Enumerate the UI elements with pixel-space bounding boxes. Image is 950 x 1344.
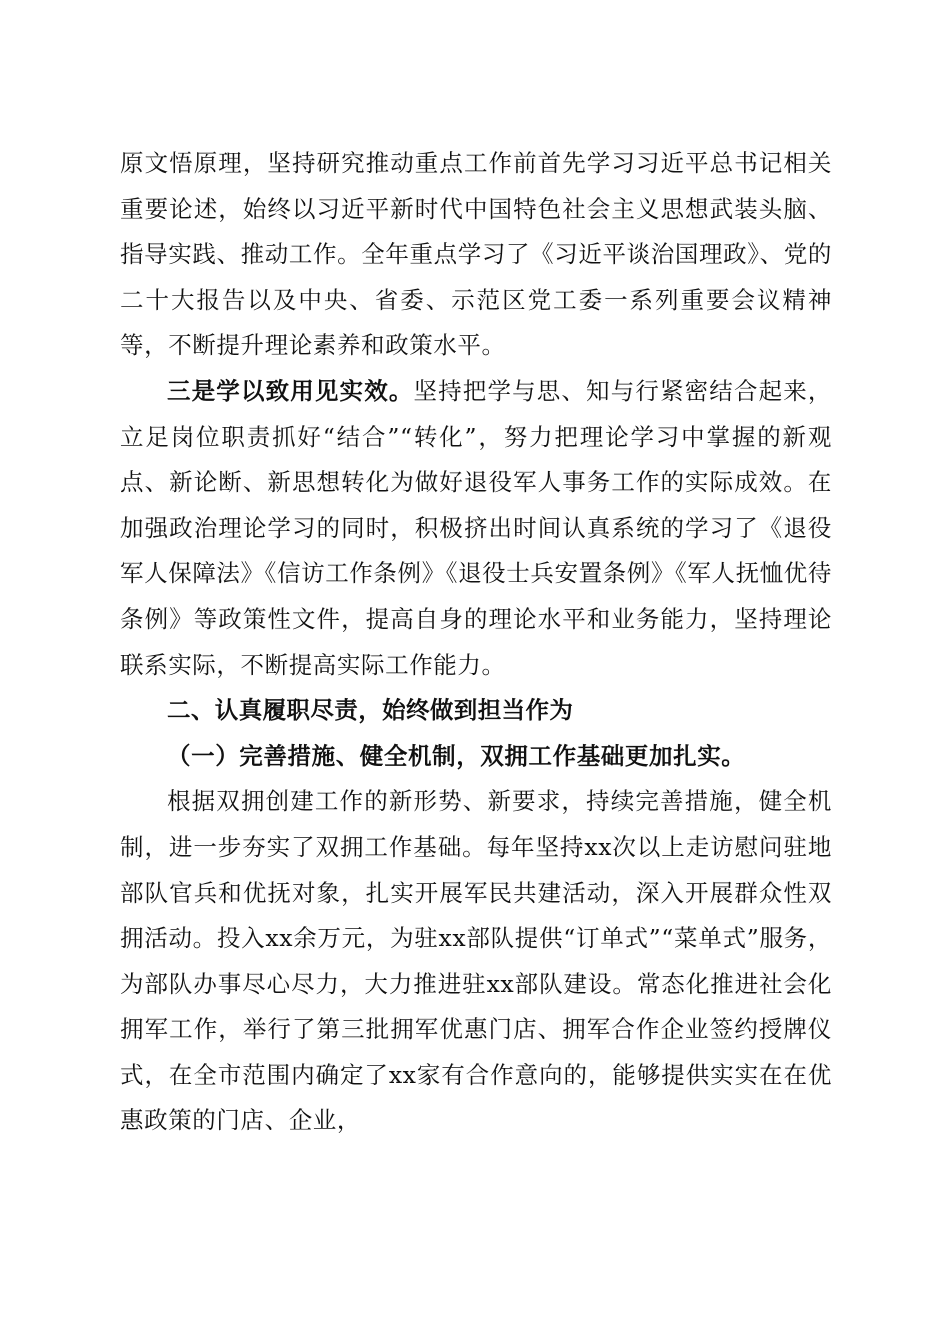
paragraph-apply-learning bbox=[120, 369, 832, 688]
document-body bbox=[120, 141, 832, 1144]
paragraph-continuation: 原文悟原理，坚持研究推动重点工作前首先学习习近平总书记相关重要论述，始终以习近平新时代中国特色社会主义思想武装头脑、指导实践、推动工作。全年重点学习了《习近平谈治国理政》、党的二十大报告以及中央、省委、示范区党工委一系列重要会议精神等，不断提升理论素养和政策水平。 bbox=[120, 149, 832, 360]
paragraph-body-text: 坚持把学与思、知与行紧密结合起来，立足岗位职责抓好“结合”“转化”，努力把理论学习中掌握的新观点、新论断、新思想转化为做好退役军人事务工作的实际成效。在加强政治理论学习的同时，积极挤出时间认真系统的学习了《退役军人保障法》《信访工作条例》《退役士兵安置条例》《军人抚恤优待条例》等政策性文件，提高自身的理论水平和业务能力，坚持理论联系实际，不断提高实际工作能力。 bbox=[120, 376, 832, 679]
section-heading: 二、认真履职尽责，始终做到担当作为 bbox=[167, 696, 574, 725]
paragraph-lead-phrase: 三是学以致用见实效。 bbox=[167, 376, 414, 405]
paragraph-double-support: 根据双拥创建工作的新形势、新要求，持续完善措施，健全机制，进一步夯实了双拥工作基础。每年坚持xx次以上走访慰问驻地部队官兵和优抚对象，扎实开展军民共建活动，深入开展群众性双拥活动。投入xx余万元，为驻xx部队提供“订单式”“菜单式”服务，为部队办事尽心尽力，大力推进驻xx部队建设。常态化推进社会化拥军工作，举行了第三批拥军优惠门店、拥军合作企业签约授牌仪式，在全市范围内确定了xx家有合作意向的，能够提供实实在在优惠政策的门店、企业， bbox=[120, 787, 832, 1135]
subsection-heading: （一）完善措施、健全机制，双拥工作基础更加扎实。 bbox=[167, 741, 746, 770]
